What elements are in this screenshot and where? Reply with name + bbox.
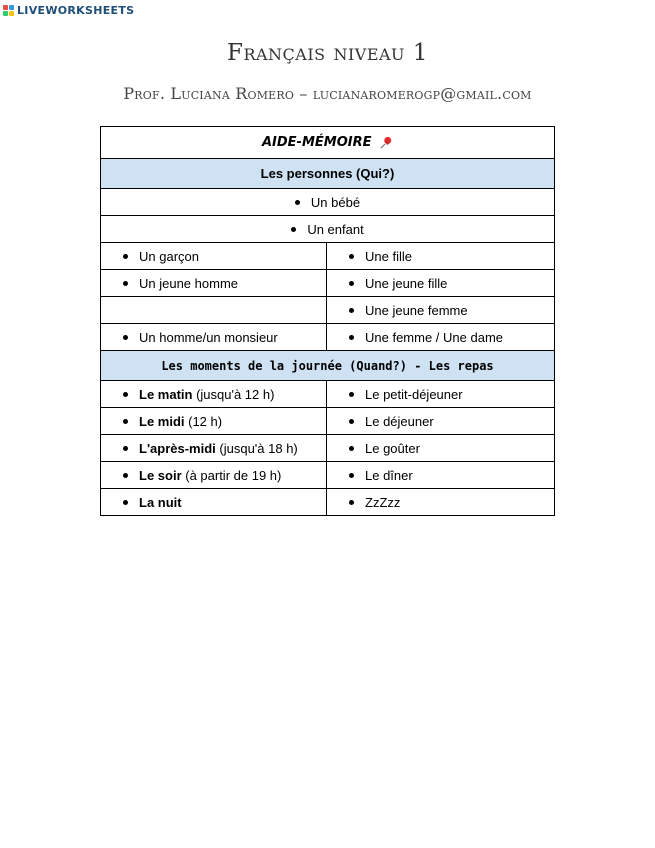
table-row [101, 381, 555, 408]
page-title: Français niveau 1 [227, 40, 428, 66]
list-item: Le goûter [327, 435, 555, 462]
list-item: Un enfant [101, 216, 555, 243]
bullet-icon [349, 419, 354, 424]
table-row [101, 216, 555, 243]
list-item: Un garçon [101, 243, 327, 270]
list-item: Une femme / Une dame [327, 324, 555, 351]
empty-cell [101, 297, 327, 324]
bullet-icon [349, 335, 354, 340]
list-item: Le déjeuner [327, 408, 555, 435]
bullet-icon [349, 446, 354, 451]
list-item: Le petit-déjeuner [327, 381, 555, 408]
logo-grid-icon [3, 5, 14, 16]
list-item: Le midi (12 h) [101, 408, 327, 435]
bullet-icon [123, 500, 128, 505]
pushpin-icon [379, 136, 393, 150]
table-row [101, 189, 555, 216]
bullet-icon [349, 254, 354, 259]
list-item: L'après-midi (jusqu'à 18 h) [101, 435, 327, 462]
list-item: Une fille [327, 243, 555, 270]
section-row-moments [101, 351, 555, 381]
bullet-icon [349, 500, 354, 505]
bullet-icon [123, 419, 128, 424]
bullet-icon [123, 473, 128, 478]
list-item: ZzZzz [327, 489, 555, 516]
list-item: Une jeune fille [327, 270, 555, 297]
bullet-icon [349, 473, 354, 478]
list-item: Un homme/un monsieur [101, 324, 327, 351]
table-row [101, 462, 555, 489]
table-row [101, 297, 555, 324]
section-title-moments: Les moments de la journée (Quand?) - Les repas [101, 351, 555, 381]
bullet-icon [123, 446, 128, 451]
bullet-icon [123, 281, 128, 286]
logo-text: LIVEWORKSHEETS [17, 3, 135, 17]
table-row [101, 270, 555, 297]
table-row [101, 435, 555, 462]
page-subtitle: Prof. Luciana Romero – lucianaromerogp@gmail.com [123, 84, 532, 103]
list-item: Un bébé [101, 189, 555, 216]
bullet-icon [123, 254, 128, 259]
bullet-icon [291, 227, 296, 232]
bullet-icon [123, 392, 128, 397]
list-item: Le soir (à partir de 19 h) [101, 462, 327, 489]
table-row [101, 324, 555, 351]
bullet-icon [295, 200, 300, 205]
table-row [101, 243, 555, 270]
memo-table [100, 126, 555, 516]
table-row [101, 408, 555, 435]
list-item: Une jeune femme [327, 297, 555, 324]
table-title-row [101, 127, 555, 159]
bullet-icon [123, 335, 128, 340]
bullet-icon [349, 281, 354, 286]
list-item: Le matin (jusqu'à 12 h) [101, 381, 327, 408]
list-item: Un jeune homme [101, 270, 327, 297]
section-row-people [101, 159, 555, 189]
table-title-cell [101, 127, 555, 159]
table-row [101, 489, 555, 516]
list-item: Le dîner [327, 462, 555, 489]
list-item: La nuit [101, 489, 327, 516]
bullet-icon [349, 308, 354, 313]
liveworksheets-logo [3, 3, 134, 17]
bullet-icon [349, 392, 354, 397]
table-title: AIDE-MÉMOIRE [261, 135, 372, 150]
section-title-people: Les personnes (Qui?) [101, 159, 555, 189]
